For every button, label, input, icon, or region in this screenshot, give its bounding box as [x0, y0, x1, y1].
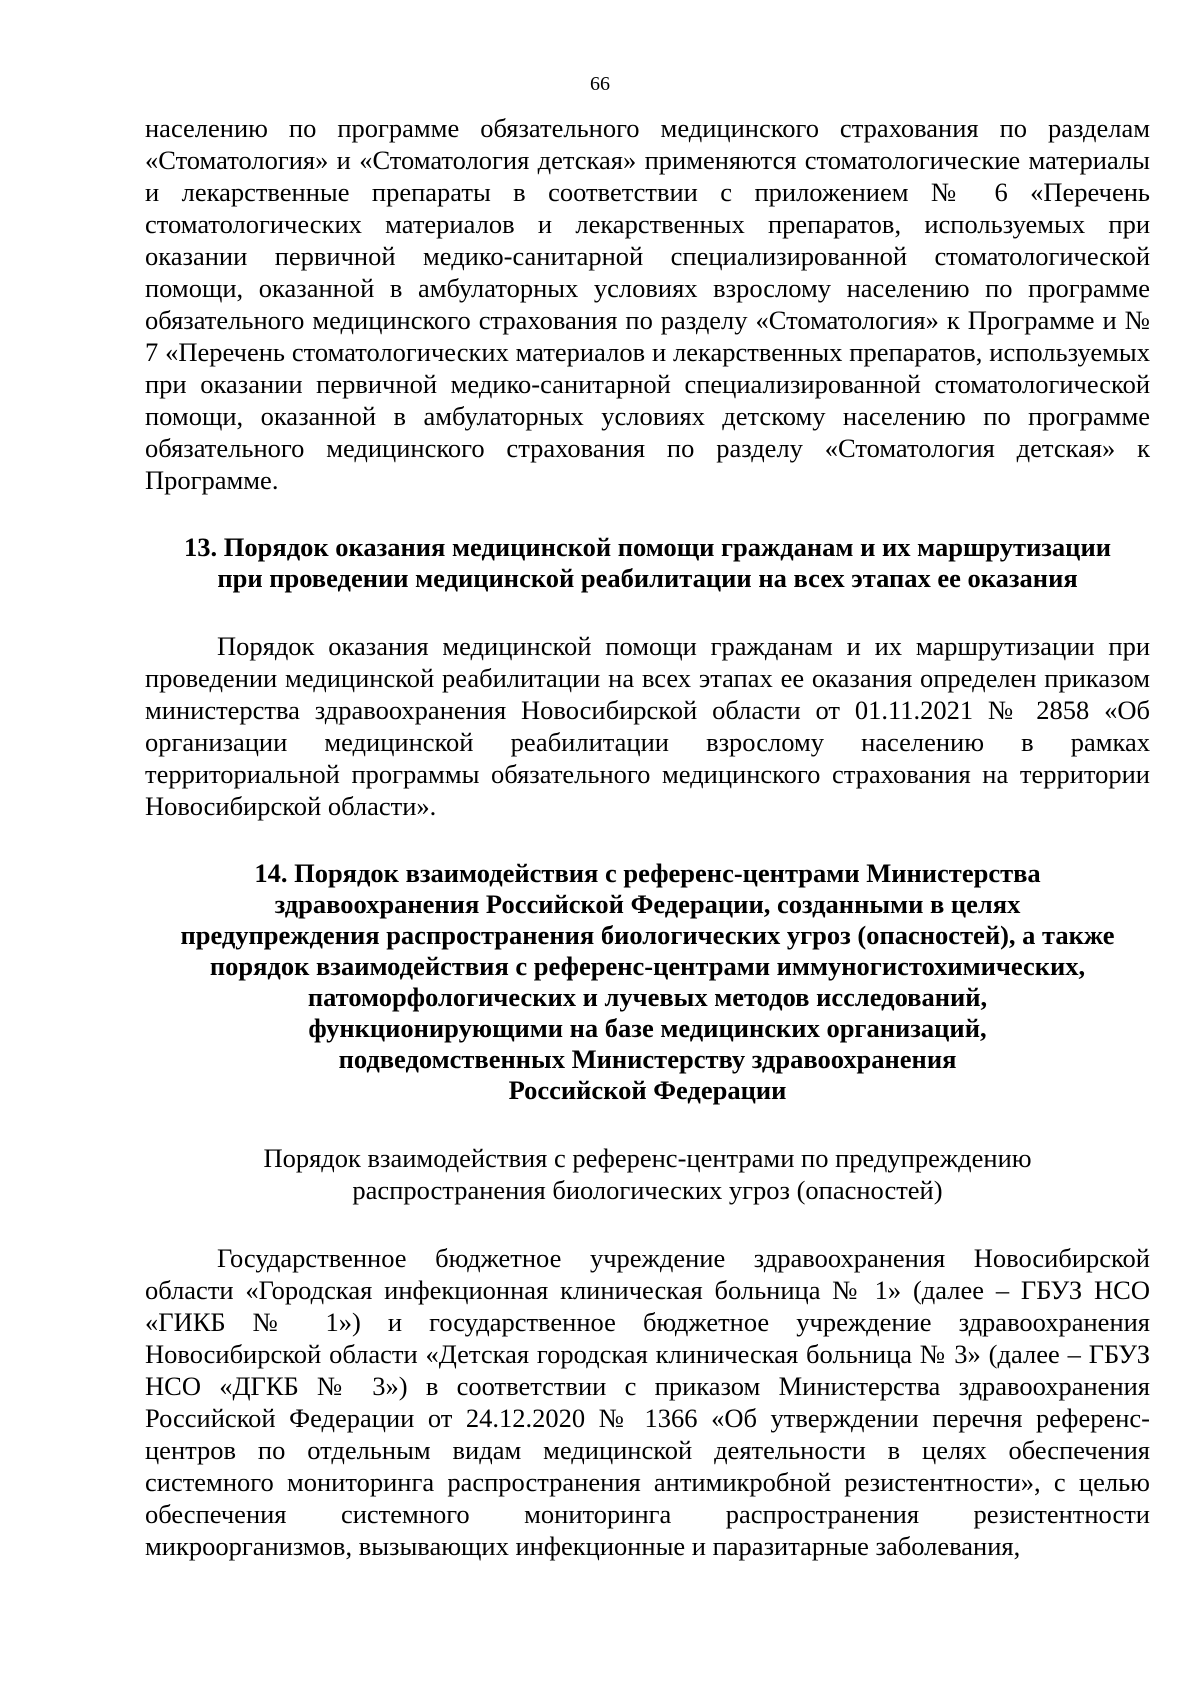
section-14-body: Государственное бюджетное учреждение здравоохранения Новосибирской области «Городская инфекционная клиническая больница № 1» (далее – ГБУЗ НСО «ГИКБ № 1») и государственное бюджетное учреждение здравоохранения Новосибирской области «Детская городская клиническая больница № 3» (далее – ГБУЗ НСО «ДГКБ № 3») в соответствии с приказом Министерства здравоохранения Российской Федерации от 24.12.2020 № 1366 «Об утверждении перечня референс-центров по отдельным видам медицинской деятельности в целях обеспечения системного мониторинга распространения антимикробной резистентности», с целью обеспечения системного мониторинга распространения резистентности микроорганизмов, вызывающих инфекционные и паразитарные заболевания, [145, 1243, 1150, 1561]
section-14-subheading [145, 1142, 1150, 1206]
section-13-heading-line-1: 13. Порядок оказания медицинской помощи гражданам и их маршрутизации [184, 532, 1111, 562]
section-14-heading-line-5: патоморфологических и лучевых методов исследований, [307, 982, 988, 1012]
section-14-heading-line-2: здравоохранения Российской Федерации, созданными в целях [274, 889, 1021, 919]
section-14-heading-line-4: порядок взаимодействия с референс-центрами иммуногистохимических, [209, 951, 1086, 981]
section-14-heading-line-3: предупреждения распространения биологических угроз (опасностей), а также [180, 920, 1115, 950]
section-13-heading-line-2: при проведении медицинской реабилитации на всех этапах ее оказания [217, 563, 1078, 593]
section-14-heading [145, 858, 1150, 1106]
section-14-heading-line-7: подведомственных Министерству здравоохранения [338, 1044, 957, 1074]
section-14-subheading-line-2: распространения биологических угроз (опасностей) [352, 1175, 943, 1205]
section-14-heading-line-1: 14. Порядок взаимодействия с референс-центрами Министерства [254, 858, 1041, 888]
page-content [145, 112, 1150, 1562]
section-14-heading-line-6: функционирующими на базе медицинских организаций, [308, 1013, 987, 1043]
paragraph-continuation: населению по программе обязательного медицинского страхования по разделам «Стоматология» и «Стоматология детская» применяются стоматологические материалы и лекарственные препараты в соответствии с приложением № 6 «Перечень стоматологических материалов и лекарственных препаратов, используемых при оказании первичной медико-санитарной специализированной стоматологической помощи, оказанной в амбулаторных условиях взрослому населению по программе обязательного медицинского страхования по разделу «Стоматология» к Программе и № 7 «Перечень стоматологических материалов и лекарственных препаратов, используемых при оказании первичной медико-санитарной специализированной стоматологической помощи, оказанной в амбулаторных условиях детскому населению по программе обязательного медицинского страхования по разделу «Стоматология детская» к Программе. [145, 113, 1150, 495]
page-number: 66 [590, 73, 610, 95]
section-13-heading [145, 532, 1150, 594]
section-14-heading-line-8: Российской Федерации [508, 1075, 787, 1105]
section-14-subheading-line-1: Порядок взаимодействия с референс-центрами по предупреждению [263, 1143, 1032, 1173]
section-13-body: Порядок оказания медицинской помощи гражданам и их маршрутизации при проведении медицинской реабилитации на всех этапах ее оказания определен приказом министерства здравоохранения Новосибирской области от 01.11.2021 № 2858 «Об организации медицинской реабилитации взрослому населению в рамках территориальной программы обязательного медицинского страхования на территории Новосибирской области». [145, 631, 1150, 821]
